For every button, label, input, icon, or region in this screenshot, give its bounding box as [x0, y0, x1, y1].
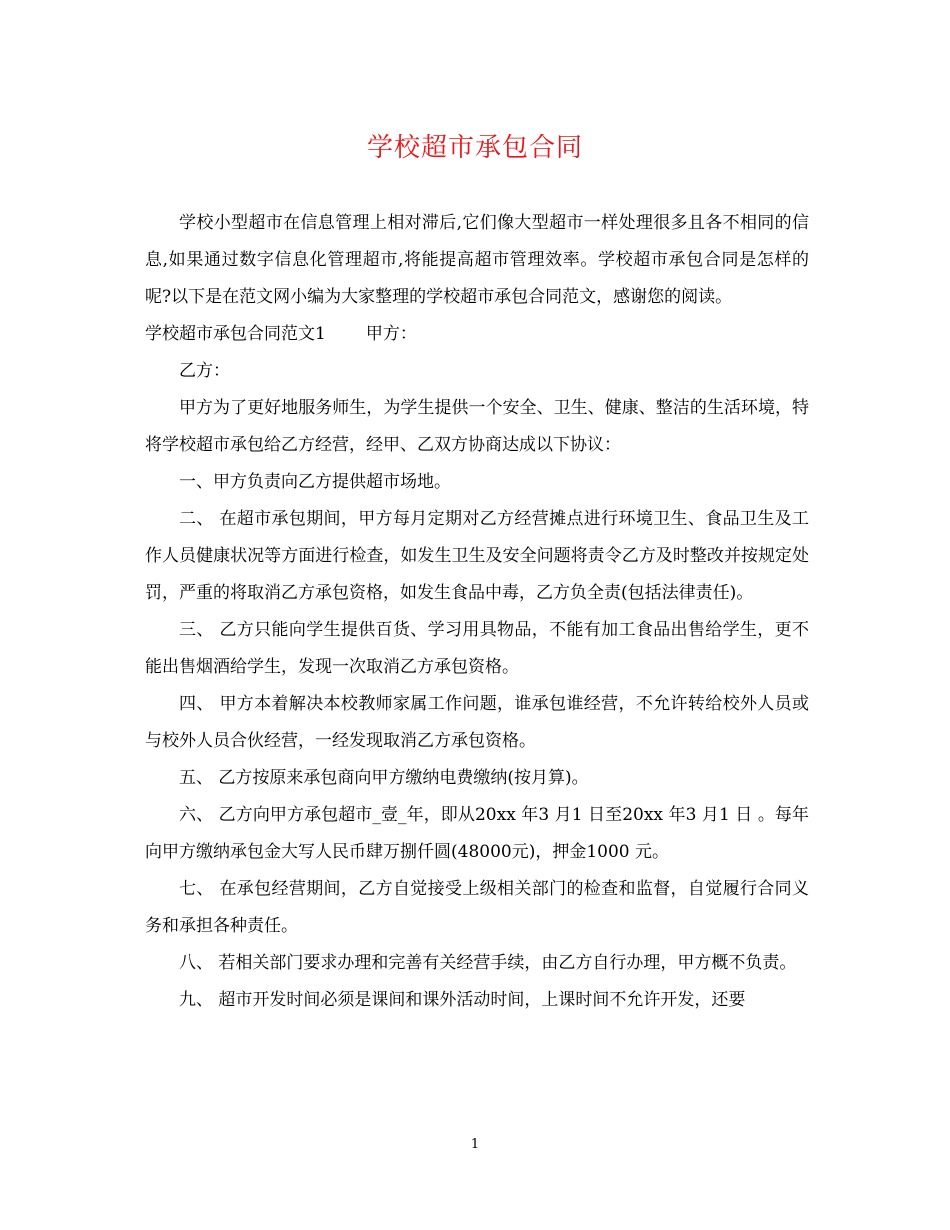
clause-8: 八、 若相关部门要求办理和完善有关经营手续，由乙方自行办理，甲方概不负责。	[179, 953, 797, 973]
clause-6: 六、 乙方向甲方承包超市_壹_年，即从20xx 年3 月1 日至20xx 年3 月1 日 。每年向甲方缴纳承包金大写人民币肆万捌仟圆(48000元)，押金1000 元。	[145, 805, 809, 862]
page-number: 1	[470, 1137, 480, 1152]
clause-5: 五、 乙方按原来承包商向甲方缴纳电费缴纳(按月算)。	[179, 768, 589, 788]
clause-2: 二、 在超市承包期间，甲方每月定期对乙方经营摊点进行环境卫生、食品卫生及工作人员健康状况等方面进行检查，如发生卫生及安全问题将责令乙方及时整改并按规定处罚，严重的将取消乙方承包资格，如发生食品中毒，乙方负全责(包括法律责任)。	[145, 509, 809, 603]
document-title: 学校超市承包合同	[366, 133, 583, 163]
party-a-label: 甲方：	[365, 324, 417, 344]
party-b-label: 乙方：	[179, 361, 230, 381]
clause-7: 七、 在承包经营期间，乙方自觉接受上级相关部门的检查和监督，自觉履行合同义务和承担各种责任。	[145, 879, 809, 936]
clause-9: 九、 超市开发时间必须是课间和课外活动时间，上课时间不允许开发，还要	[179, 990, 746, 1010]
sample-heading-line	[145, 316, 809, 353]
clause-3: 三、 乙方只能向学生提供百货、学习用具物品，不能有加工食品出售给学生，更不能出售烟酒给学生，发现一次取消乙方承包资格。	[145, 620, 809, 677]
clause-4: 四、 甲方本着解决本校教师家属工作问题，谁承包谁经营，不允许转给校外人员或与校外人员合伙经营，一经发现取消乙方承包资格。	[145, 694, 809, 751]
clause-1: 一、甲方负责向乙方提供超市场地。	[179, 472, 451, 492]
preamble-paragraph: 甲方为了更好地服务师生，为学生提供一个安全、卫生、健康、整洁的生活环境，特将学校超市承包给乙方经营，经甲、乙双方协商达成以下协议：	[145, 398, 809, 455]
document-body	[145, 205, 809, 1019]
intro-paragraph: 学校小型超市在信息管理上相对滞后,它们像大型超市一样处理很多且各不相同的信息,如果通过数字信息化管理超市,将能提高超市管理效率。学校超市承包合同是怎样的呢?以下是在范文网小编为大家整理的学校超市承包合同范文，感谢您的阅读。	[145, 213, 809, 307]
sample-heading: 学校超市承包合同范文1	[145, 324, 326, 344]
